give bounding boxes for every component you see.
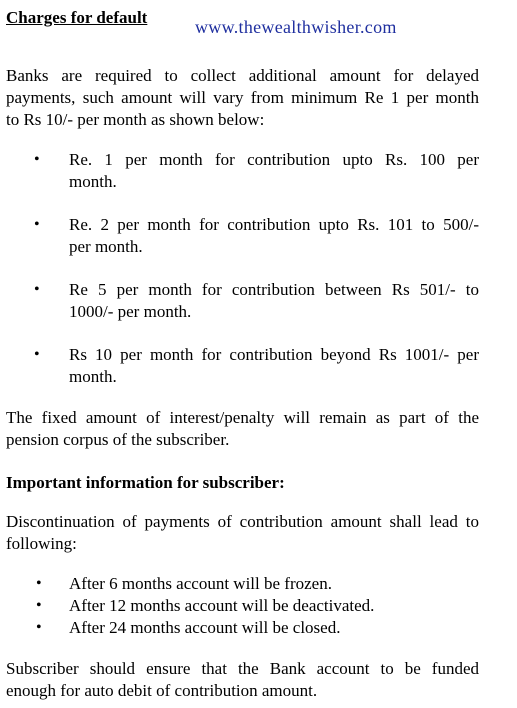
- bullet-dot-icon: •: [36, 597, 42, 614]
- charge-item-line: Re. 1 per month for contribution upto Rs. 100 per: [69, 150, 479, 169]
- charge-item-text: [69, 279, 479, 323]
- charge-item-text: [69, 344, 479, 388]
- charge-item-line: Rs 10 per month for contribution beyond Rs 1001/- per: [69, 345, 479, 364]
- website-watermark: www.thewealthwisher.com: [195, 17, 397, 37]
- charge-item-line: Re 5 per month for contribution between Rs 501/- to: [69, 280, 479, 299]
- charge-item-text: [69, 214, 479, 258]
- penalty-note-line: The fixed amount of interest/penalty will remain as part of the: [6, 408, 479, 427]
- bullet-dot-icon: •: [34, 216, 40, 233]
- closing-line: Subscriber should ensure that the Bank account to be funded: [6, 659, 479, 678]
- intro-line: Banks are required to collect additional amount for delayed: [6, 66, 479, 85]
- penalty-note-line: pension corpus of the subscriber.: [6, 430, 230, 449]
- discontinuation-line: Discontinuation of payments of contribution amount shall lead to: [6, 512, 479, 531]
- bullet-dot-icon: •: [34, 151, 40, 168]
- penalty-note-paragraph: [6, 407, 479, 451]
- consequence-item-text: After 24 months account will be closed.: [69, 618, 341, 637]
- bullet-dot-icon: •: [36, 575, 42, 592]
- consequence-item-text: After 6 months account will be frozen.: [69, 574, 332, 593]
- consequence-item-text: After 12 months account will be deactivated.: [69, 596, 375, 615]
- charge-item-line: month.: [69, 172, 117, 191]
- section-heading-charges-for-default: Charges for default: [6, 8, 148, 27]
- discontinuation-paragraph: [6, 511, 479, 555]
- charge-item-line: per month.: [69, 237, 143, 256]
- closing-line: enough for auto debit of contribution amount.: [6, 681, 318, 700]
- charge-item-line: month.: [69, 367, 117, 386]
- intro-line: payments, such amount will vary from minimum Re 1 per month: [6, 88, 479, 107]
- bullet-dot-icon: •: [34, 346, 40, 363]
- bullet-dot-icon: •: [36, 619, 42, 636]
- charge-item-line: 1000/- per month.: [69, 302, 192, 321]
- charge-item-line: Re. 2 per month for contribution upto Rs. 101 to 500/-: [69, 215, 479, 234]
- intro-paragraph: [6, 65, 479, 131]
- intro-line: to Rs 10/- per month as shown below:: [6, 110, 265, 129]
- closing-paragraph: [6, 658, 479, 702]
- section-heading-important-information: Important information for subscriber:: [6, 473, 285, 492]
- bullet-dot-icon: •: [34, 281, 40, 298]
- discontinuation-line: following:: [6, 534, 77, 553]
- charge-item-text: [69, 149, 479, 193]
